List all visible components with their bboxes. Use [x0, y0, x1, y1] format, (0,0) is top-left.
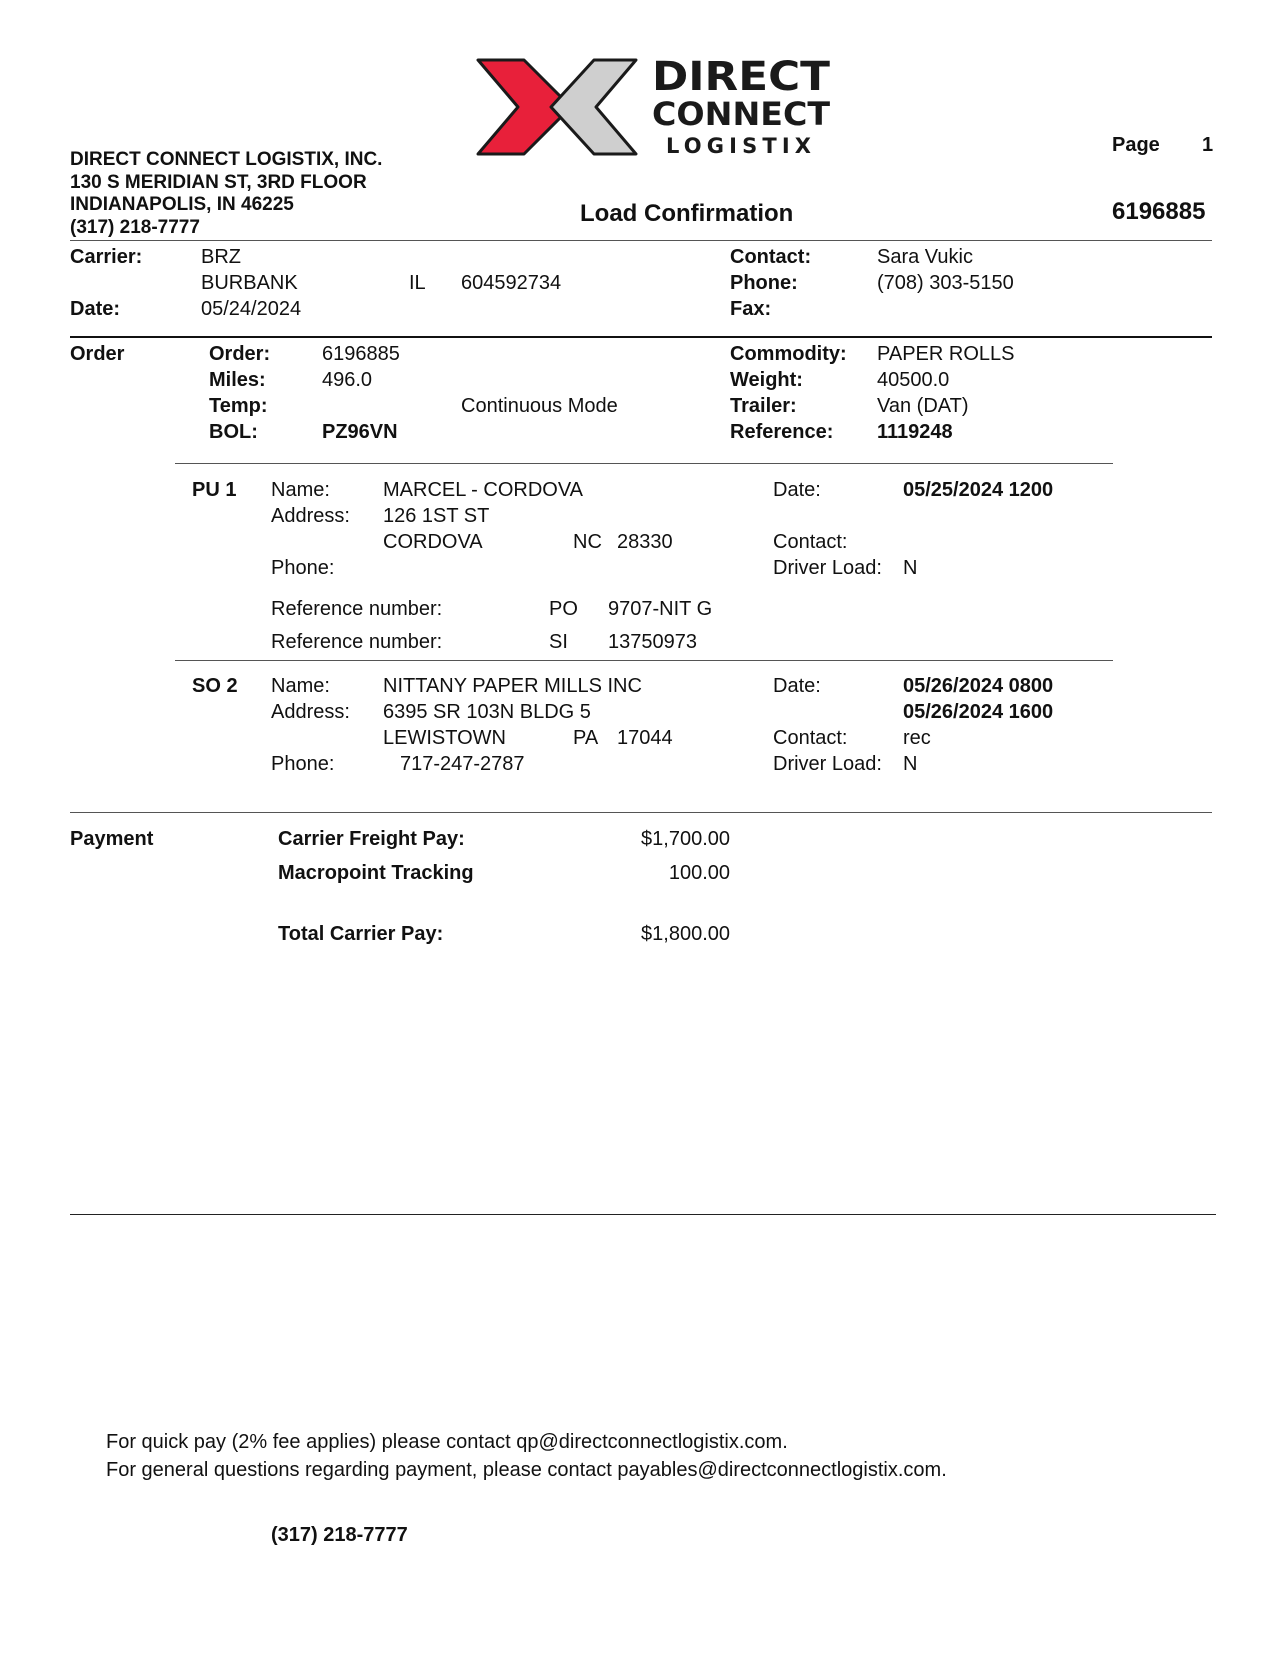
company-address-line1: 130 S MERIDIAN ST, 3RD FLOOR	[70, 172, 367, 193]
payment-section-label: Payment	[70, 828, 154, 850]
divider	[70, 240, 1212, 241]
stop-name: MARCEL - CORDOVA	[383, 479, 584, 501]
stop-code-pu1: PU 1	[192, 479, 237, 501]
commodity-label: Commodity:	[730, 343, 847, 365]
stop-date-end: 05/26/2024 1600	[903, 701, 1054, 723]
date-label: Date:	[70, 298, 121, 320]
logo-gray-chevron	[551, 60, 636, 154]
stop-zip: 17044	[617, 727, 673, 749]
reference-number-label: Reference number:	[271, 631, 443, 653]
logo-text-logistix: LOGISTIX	[666, 134, 816, 158]
stop-date: 05/26/2024 0800	[903, 675, 1054, 697]
stop-state: PA	[573, 727, 599, 749]
reference-number-label: Reference number:	[271, 598, 443, 620]
payment-questions-note: For general questions regarding payment, please contact payables@directconnectlogistix.com.	[106, 1459, 947, 1481]
reference-value: 13750973	[608, 631, 697, 653]
freight-pay-amount: $1,700.00	[641, 828, 730, 850]
order-number: 6196885	[322, 343, 400, 365]
stop-driver-load: N	[903, 753, 918, 775]
stop-address-label: Address:	[271, 505, 350, 527]
trailer-label: Trailer:	[730, 395, 797, 417]
total-pay-label: Total Carrier Pay:	[278, 923, 444, 945]
stop-state: NC	[573, 531, 602, 553]
stop-city: CORDOVA	[383, 531, 483, 553]
company-phone: (317) 218-7777	[70, 217, 200, 238]
carrier-city: BURBANK	[201, 272, 298, 294]
weight-label: Weight:	[730, 369, 803, 391]
fax-label: Fax:	[730, 298, 772, 320]
stop-date-label: Date:	[773, 675, 821, 697]
stop-date: 05/25/2024 1200	[903, 479, 1054, 501]
temp-label: Temp:	[209, 395, 268, 417]
phone-label: Phone:	[730, 272, 798, 294]
stop-divider	[175, 463, 1113, 464]
stop-zip: 28330	[617, 531, 673, 553]
tracking-amount: 100.00	[668, 862, 730, 884]
logo-text-connect: CONNECT	[652, 95, 831, 133]
stop-name-label: Name:	[271, 479, 330, 501]
footer-phone: (317) 218-7777	[271, 1524, 408, 1546]
reference-label: Reference:	[730, 421, 834, 443]
stop-date-label: Date:	[773, 479, 821, 501]
carrier-label: Carrier:	[70, 246, 143, 268]
stop-contact-label: Contact:	[773, 531, 848, 553]
logo-text-direct: DIRECT	[652, 54, 831, 100]
page-title: Load Confirmation	[580, 200, 794, 227]
miles-label: Miles:	[209, 369, 266, 391]
section-divider	[70, 812, 1212, 813]
stop-contact: rec	[903, 727, 931, 749]
order-weight: 40500.0	[877, 369, 950, 391]
tracking-label: Macropoint Tracking	[278, 862, 474, 884]
section-divider	[70, 336, 1212, 338]
page-label: Page	[1112, 134, 1160, 156]
stop-name-label: Name:	[271, 675, 330, 697]
carrier-state: IL	[409, 272, 426, 294]
stop-city: LEWISTOWN	[383, 727, 506, 749]
bol-label: BOL:	[209, 421, 258, 443]
stop-divider	[175, 660, 1113, 661]
total-pay-amount: $1,800.00	[641, 923, 730, 945]
company-address-line2: INDIANAPOLIS, IN 46225	[70, 194, 294, 215]
footer-divider	[70, 1214, 1216, 1215]
stop-address1: 6395 SR 103N BLDG 5	[383, 701, 591, 723]
page-number: 1	[1202, 134, 1214, 156]
company-name: DIRECT CONNECT LOGISTIX, INC.	[70, 149, 383, 170]
stop-phone-label: Phone:	[271, 557, 335, 579]
order-miles: 496.0	[322, 369, 373, 391]
carrier-date: 05/24/2024	[201, 298, 302, 320]
reference-type: PO	[549, 598, 578, 620]
stop-address-label: Address:	[271, 701, 350, 723]
stop-address1: 126 1ST ST	[383, 505, 490, 527]
stop-phone: 717-247-2787	[400, 753, 525, 775]
stop-driver-load: N	[903, 557, 918, 579]
order-reference: 1119248	[877, 421, 953, 443]
carrier-phone: (708) 303-5150	[877, 272, 1014, 294]
contact-label: Contact:	[730, 246, 812, 268]
stop-phone-label: Phone:	[271, 753, 335, 775]
quick-pay-note: For quick pay (2% fee applies) please contact qp@directconnectlogistix.com.	[106, 1431, 788, 1453]
freight-pay-label: Carrier Freight Pay:	[278, 828, 465, 850]
carrier-contact: Sara Vukic	[877, 246, 973, 268]
stop-code-so2: SO 2	[192, 675, 238, 697]
company-logo	[476, 52, 856, 162]
order-commodity: PAPER ROLLS	[877, 343, 1015, 365]
order-label: Order:	[209, 343, 271, 365]
reference-type: SI	[549, 631, 568, 653]
stop-contact-label: Contact:	[773, 727, 848, 749]
carrier-name: BRZ	[201, 246, 241, 268]
carrier-id: 604592734	[461, 272, 562, 294]
stop-driver-load-label: Driver Load:	[773, 753, 882, 775]
order-trailer: Van (DAT)	[877, 395, 969, 417]
temp-mode: Continuous Mode	[461, 395, 618, 417]
document-number: 6196885	[1112, 198, 1206, 225]
bol-number: PZ96VN	[322, 421, 398, 443]
order-section-label: Order	[70, 343, 125, 365]
stop-driver-load-label: Driver Load:	[773, 557, 882, 579]
stop-name: NITTANY PAPER MILLS INC	[383, 675, 642, 697]
reference-value: 9707-NIT G	[608, 598, 713, 620]
